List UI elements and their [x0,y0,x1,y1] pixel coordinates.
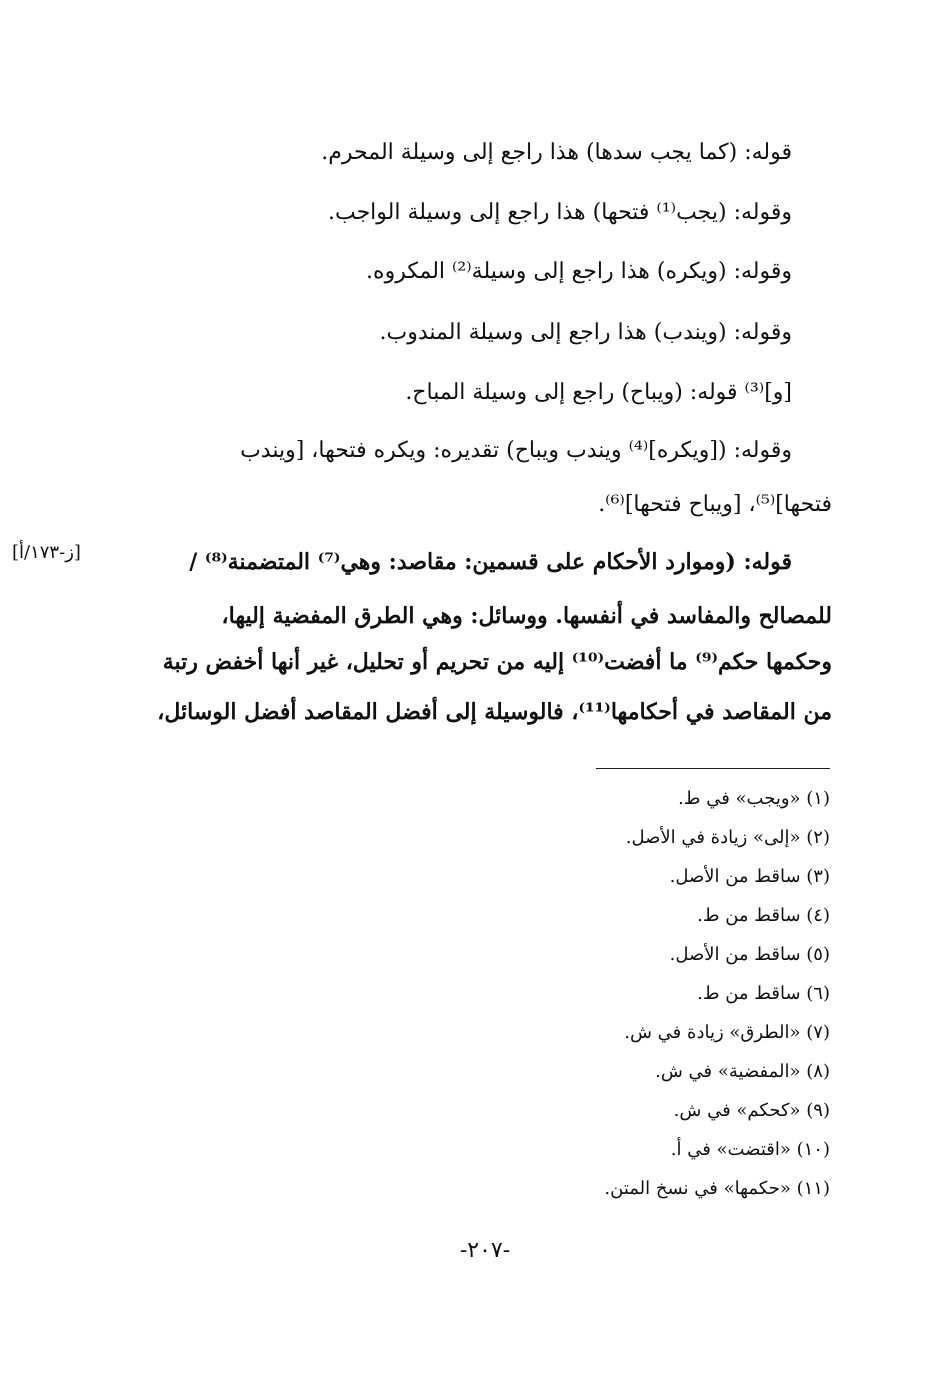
footnote-3: (٣) ساقط من الأصل. [669,866,830,887]
text-line-3: وقوله: (ويكره) هذا راجع إلى وسيلة⁽²⁾ المكروه. [366,259,792,284]
footnote-8: (٨) «المفضية» في ش. [655,1061,830,1082]
text-line-6: وقوله: ([ويكره]⁽⁴⁾ ويندب ويباح) تقديره: ويكره فتحها، [ويندب [240,438,792,463]
page-number: -٢٠٧- [459,1238,511,1263]
main-text-line-3: وحكمها حكم⁽⁹⁾ ما أفضت⁽¹⁰⁾ إليه من تحريم أو تحليل، غير أنها أخفض رتبة [162,649,832,675]
footnote-separator [596,768,830,769]
main-text-line-2: للمصالح والمفاسد في أنفسها. ووسائل: وهي الطرق المفضية إليها، [221,603,832,629]
footnote-4: (٤) ساقط من ط. [697,905,830,926]
footnote-2: (٢) «إلى» زيادة في الأصل. [625,827,830,848]
footnote-7: (٧) «الطرق» زيادة في ش. [624,1022,830,1043]
footnote-6: (٦) ساقط من ط. [697,983,830,1004]
footnote-11: (١١) «حكمها» في نسخ المتن. [604,1178,830,1199]
text-line-5: [و]⁽³⁾ قوله: (ويباح) راجع إلى وسيلة المباح. [405,380,792,405]
text-line-1: قوله: (كما يجب سدها) هذا راجع إلى وسيلة المحرم. [321,140,792,165]
footnote-5: (٥) ساقط من الأصل. [669,944,830,965]
footnote-10: (١٠) «اقتضت» في أ. [670,1139,830,1160]
margin-folio-reference: [ز-١٧٣/أ] [12,542,81,563]
main-text-line-1: قوله: (وموارد الأحكام على قسمين: مقاصد: وهي⁽⁷⁾ المتضمنة⁽⁸⁾ / [189,549,792,575]
footnote-1: (١) «ويجب» في ط. [678,788,830,809]
text-line-2: وقوله: (يجب⁽¹⁾ فتحها) هذا راجع إلى وسيلة الواجب. [327,200,792,225]
text-line-7: فتحها]⁽⁵⁾، [ويباح فتحها]⁽⁶⁾. [598,492,832,517]
main-text-line-4: من المقاصد في أحكامها⁽¹¹⁾، فالوسيلة إلى أفضل المقاصد أفضل الوسائل، [157,699,832,725]
footnote-9: (٩) «كحكم» في ش. [673,1100,830,1121]
text-line-4: وقوله: (ويندب) هذا راجع إلى وسيلة المندوب. [379,320,792,345]
